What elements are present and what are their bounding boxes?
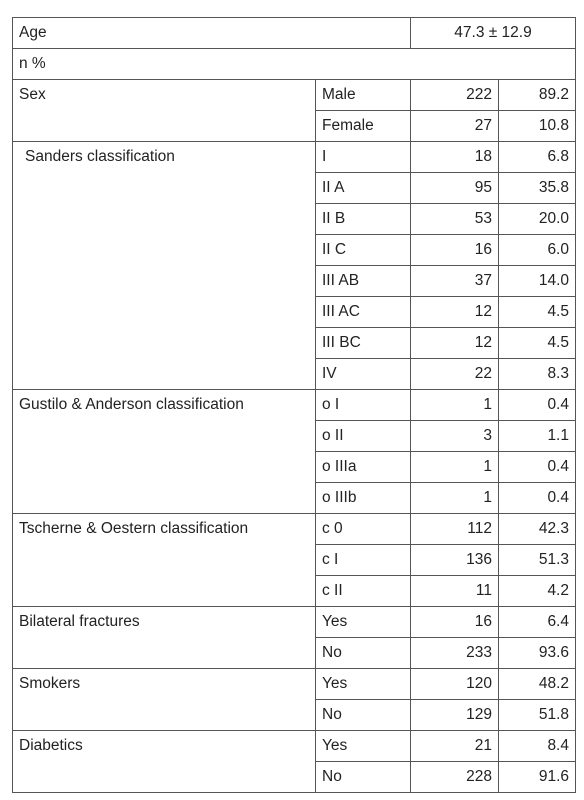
count-cell: 129 <box>411 700 499 731</box>
group-label-bilateral-fractures: Bilateral fractures <box>13 607 316 669</box>
category-cell: No <box>316 762 411 793</box>
category-cell: Yes <box>316 607 411 638</box>
table-row <box>13 390 576 421</box>
category-cell: Yes <box>316 731 411 762</box>
count-cell: 228 <box>411 762 499 793</box>
category-cell: I <box>316 142 411 173</box>
percent-cell: 35.8 <box>499 173 576 204</box>
percent-cell: 0.4 <box>499 390 576 421</box>
category-cell: o IIIa <box>316 452 411 483</box>
percent-cell: 51.3 <box>499 545 576 576</box>
count-cell: 95 <box>411 173 499 204</box>
group-label-sex: Sex <box>13 80 316 142</box>
table-row <box>13 731 576 762</box>
percent-cell: 48.2 <box>499 669 576 700</box>
table-row <box>13 80 576 111</box>
percent-cell: 0.4 <box>499 483 576 514</box>
category-cell: Female <box>316 111 411 142</box>
unit-row <box>13 49 576 80</box>
count-cell: 22 <box>411 359 499 390</box>
count-cell: 12 <box>411 328 499 359</box>
category-cell: o IIIb <box>316 483 411 514</box>
count-cell: 37 <box>411 266 499 297</box>
percent-cell: 4.2 <box>499 576 576 607</box>
category-cell: Male <box>316 80 411 111</box>
group-label-gustilo-and-anderson-classification: Gustilo & Anderson classification <box>13 390 316 514</box>
percent-cell: 42.3 <box>499 514 576 545</box>
table-row <box>13 669 576 700</box>
category-cell: III AC <box>316 297 411 328</box>
count-cell: 136 <box>411 545 499 576</box>
count-cell: 3 <box>411 421 499 452</box>
count-cell: 12 <box>411 297 499 328</box>
percent-cell: 14.0 <box>499 266 576 297</box>
category-cell: c II <box>316 576 411 607</box>
category-cell: II A <box>316 173 411 204</box>
age-value: 47.3 ± 12.9 <box>411 18 576 49</box>
table-row <box>13 607 576 638</box>
category-cell: c I <box>316 545 411 576</box>
count-cell: 222 <box>411 80 499 111</box>
category-cell: II B <box>316 204 411 235</box>
count-cell: 21 <box>411 731 499 762</box>
count-cell: 233 <box>411 638 499 669</box>
age-label: Age <box>13 18 411 49</box>
category-cell: c 0 <box>316 514 411 545</box>
category-cell: IV <box>316 359 411 390</box>
percent-cell: 8.4 <box>499 731 576 762</box>
table-body <box>13 18 576 793</box>
category-cell: o I <box>316 390 411 421</box>
count-cell: 112 <box>411 514 499 545</box>
count-cell: 1 <box>411 390 499 421</box>
count-cell: 1 <box>411 483 499 514</box>
percent-cell: 0.4 <box>499 452 576 483</box>
count-cell: 1 <box>411 452 499 483</box>
category-cell: o II <box>316 421 411 452</box>
table-row <box>13 142 576 173</box>
count-cell: 18 <box>411 142 499 173</box>
table-row <box>13 514 576 545</box>
group-label-sanders-classification: Sanders classification <box>13 142 316 390</box>
percent-cell: 6.8 <box>499 142 576 173</box>
group-label-tscherne-and-oestern-classification: Tscherne & Oestern classification <box>13 514 316 607</box>
percent-cell: 4.5 <box>499 328 576 359</box>
category-cell: Yes <box>316 669 411 700</box>
category-cell: III BC <box>316 328 411 359</box>
count-cell: 53 <box>411 204 499 235</box>
percent-cell: 4.5 <box>499 297 576 328</box>
percent-cell: 6.0 <box>499 235 576 266</box>
group-label-diabetics: Diabetics <box>13 731 316 793</box>
count-cell: 16 <box>411 607 499 638</box>
category-cell: III AB <box>316 266 411 297</box>
percent-cell: 10.8 <box>499 111 576 142</box>
percent-cell: 8.3 <box>499 359 576 390</box>
count-cell: 27 <box>411 111 499 142</box>
age-row <box>13 18 576 49</box>
percent-cell: 89.2 <box>499 80 576 111</box>
group-label-smokers: Smokers <box>13 669 316 731</box>
patient-characteristics-table <box>12 17 576 793</box>
count-cell: 120 <box>411 669 499 700</box>
percent-cell: 20.0 <box>499 204 576 235</box>
percent-cell: 93.6 <box>499 638 576 669</box>
percent-cell: 1.1 <box>499 421 576 452</box>
count-cell: 11 <box>411 576 499 607</box>
category-cell: No <box>316 638 411 669</box>
percent-cell: 91.6 <box>499 762 576 793</box>
category-cell: II C <box>316 235 411 266</box>
category-cell: No <box>316 700 411 731</box>
percent-cell: 6.4 <box>499 607 576 638</box>
unit-label: n % <box>13 49 576 80</box>
percent-cell: 51.8 <box>499 700 576 731</box>
count-cell: 16 <box>411 235 499 266</box>
